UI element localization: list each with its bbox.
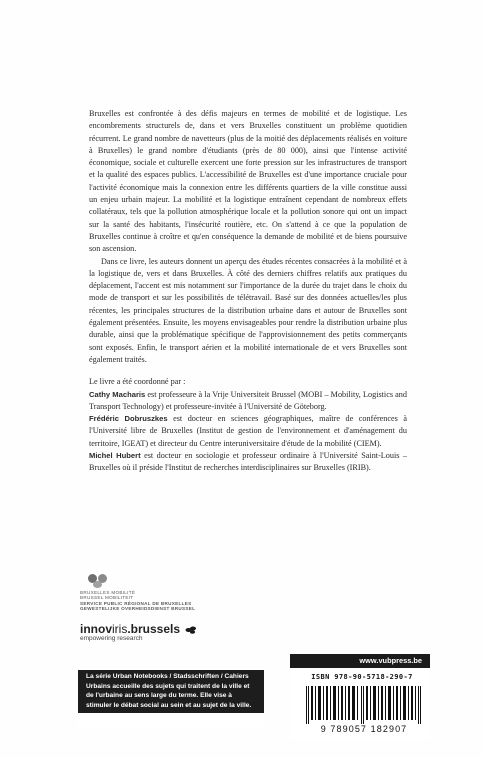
series-description [78,670,264,728]
author-bio: est professeure à la Vrije Universiteit Brussel (MOBI – Mobility, Logistics and Transport Technology) et professeure-invitée à l'Université de Göteborg. [89,389,407,411]
innoviris-logo: innoviris.brussels empowering research [80,622,197,642]
author-entry [89,389,407,414]
mobility-logo-icon [80,572,116,590]
leaf-icon [185,625,197,635]
coordination-label: Le livre a été coordonné par : [89,377,186,387]
author-name: Michel Hubert [89,451,141,461]
bruxelles-mobilite-logo [80,572,280,612]
barcode-number: 9 789057 182907 [320,724,408,734]
isbn-label: ISBN 978-90-5718-290-7 [311,673,413,681]
author-entry [89,450,407,475]
innoviris-tagline: empowering research [80,635,143,642]
back-cover-text [89,108,407,475]
intro-paragraph-1: Bruxelles est confrontée à des défis majeurs en termes de mobilité et de logistique. Les encombrements structurels de, dans et vers Bruxelles constituent un problème quotidien récurrent. Le grand nombre de navetteurs (plus de la moitié des déplacements réalisés en voiture à Bruxelles) le grand nombre d'étudiants (près de 80 000), ainsi que l'intense activité économique, sociale et culturelle exercent une forte pression sur les infrastructures de transport et la qualité des espaces publics. L'accessibilité de Bruxelles est d'une importance cruciale pour l'activité économique mais la connexion entre les différents quartiers de la ville constitue aussi un enjeu urbain majeur. La mobilité et la logistique entraînent cependant de nombreux effets collatéraux, tels que la pollution atmosphérique locale et la pollution sonore qui ont un impact sur la santé des habitants, l'insécurité routière, etc. On s'attend à ce que la population de Bruxelles continue à croître et qu'en conséquence la demande de mobilité et de biens poursuive son ascension. [89,109,407,254]
publisher-url: www.vubpress.be [290,654,430,668]
author-name: Frédéric Dobruszkes [89,414,168,424]
author-name: Cathy Macharis [89,389,146,399]
author-bio: est docteur en sciences géographiques, maître de conférences à l'Université libre de Bruxelles (Institut de gestion de l'environnement et d'aménagement du territoire, IGEAT) et directeur du Centre interuniversitaire d'étude de la mobilité (CIEM). [89,414,408,448]
intro-paragraph-2: Dans ce livre, les auteurs donnent un aperçu des études récentes consacrées à la mobilité et à la logistique de, vers et dans Bruxelles. À côté des derniers chiffres relatifs aux pratiques du déplacement, l'accent est mis notamment sur l'importance de la durée du trajet dans le choix du mode de transport et sur les possibilités de télétravail. Basé sur des données actuelles/les plus récentes, les principales structures de la distribution urbaine dans et autour de Bruxelles sont également présentées. Ensuite, les moyens envisageables pour rendre la distribution urbaine plus durable, ainsi que la problématique spécifique de l'approvisionnement des petits commerçants sont exposés. Enfin, le transport aérien et la mobilité internationale de et vers Bruxelles sont également traités. [89,256,407,364]
author-bio: est docteur en sociologie et professeur ordinaire à l'Université Saint-Louis – Bruxelles où il préside l'Institut de recherches interdisciplinaires sur Bruxelles (IRIB). [89,451,407,473]
mobility-logo-text: BRUXELLES MOBILITÉ BRUSSEL MOBILITEIT SERVICE PUBLIC RÉGIONAL DE BRUXELLES GEWESTELIJKE OVERHEIDSDIENST BRUSSEL [80,590,196,612]
author-entry [89,413,407,450]
series-text: La série Urban Notebooks / Stadsschriften / Cahiers Urbains accueille des sujets qui traitent de la ville et de l'urbaine au sens large du terme. Elle vise à stimuler le débat social au sein et au sujet de la ville. [78,670,264,713]
barcode [304,686,424,724]
